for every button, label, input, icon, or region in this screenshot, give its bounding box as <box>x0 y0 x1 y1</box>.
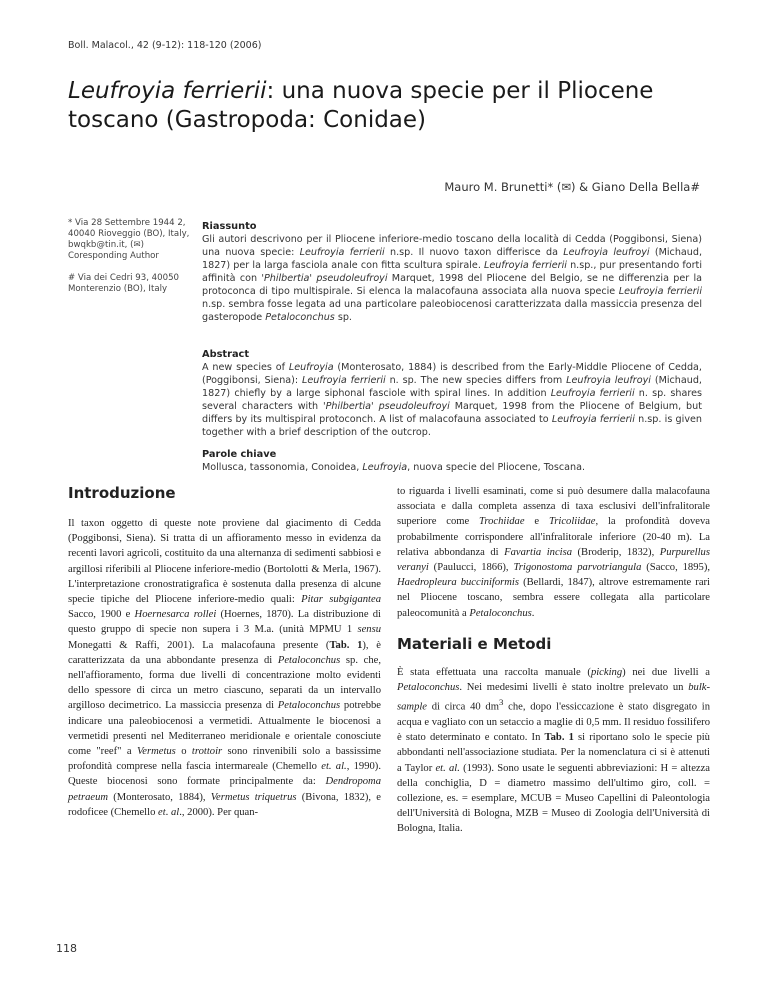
riassunto-heading: Riassunto <box>202 221 257 232</box>
abstract-section <box>202 348 702 439</box>
introduzione-text-right: to riguarda i livelli esaminati, come si può desumere dalla malacofauna associata e dalla completa assenza di taxa esclusivi dell'infralitorale superiore come Trochiidae e Tricoliidae, la profondità doveva probabilmente corrispondere all'infralitorale inferiore (20-40 m). La relativa abbondanza di Favartia incisa (Broderip, 1832), Purpurellus veranyi (Paulucci, 1866), Trigonostoma parvotriangula (Sacco, 1895), Haedropleura bucciniformis (Bellardi, 1847), altrove estremamente rari nel Pliocene toscano, sembra essere collegata alla particolare paleocomunità a Petaloconchus. <box>397 486 711 619</box>
affiliation-2: # Via dei Cedri 93, 40050 Monterenzio (BO), Italy <box>68 273 180 294</box>
riassunto-section <box>202 220 702 324</box>
abstract-heading: Abstract <box>202 349 250 360</box>
metodi-heading: Materiali e Metodi <box>397 634 552 653</box>
metodi-text: È stata effettuata una raccolta manuale (picking) nei due livelli a Petaloconchus. Nei medesimi livelli è stato inoltre prelevato un bulk-sample di circa 40 $dm^3$ che, dopo l'essiccazione è stato disgregato in acqua e vagliato con un setaccio a maglie di 0,5 mm. Il residuo fossilifero è stato determinato e contato. In Tab. 1 si riportano solo le specie più abbondanti nell'associazione studiata. Per la nomenclatura ci si è attenuti a Taylor et. al. (1993). Sono usate le seguenti abbreviazioni: H = altezza della conchiglia, D = diametro massimo dell'ultimo giro, coll. = collezione, es. = esemplare, MCUB = Museo Capellini di Paleontologia dell'Università di Bologna, MZB = Museo di Zoologia dell'Università di Bologna, Italia. <box>397 666 710 835</box>
keywords-section <box>202 448 702 474</box>
left-column <box>68 484 381 820</box>
page-number: 118 <box>56 942 77 955</box>
title-rest: : una nuova specie per il Pliocene toscano (Gastropoda: Conidae) <box>68 78 654 133</box>
author-line: Mauro M. Brunetti* (✉) & Giano Della Bella# <box>444 180 700 194</box>
keywords-heading: Parole chiave <box>202 449 277 460</box>
affiliation-1: * Via 28 Settembre 1944 2, 40040 Rioveggio (BO), Italy, bwqkb@tin.it, (✉) Coresponding Author <box>68 218 190 261</box>
introduzione-text-left: Il taxon oggetto di queste note proviene dal giacimento di Cedda (Poggibonsi, Siena). Si tratta di un affioramento messo in evidenza da recenti lavori agricoli, costituito da una alternanza di sedimenti sabbiosi e argillosi riferibili al Pliocene inferiore-medio (Bortolotti & Merla, 1967). L'interpretazione cronostratigrafica è sostenuta dalla presenza di alcune specie tipiche del Pliocene inferiore-medio quali: Pitar subgigantea Sacco, 1900 e Hoernesarca rollei (Hoernes, 1870). La distribuzione di questo gruppo di specie non supera i 3 M.a. (unità MPMU 1 sensu Monegatti & Raffi, 2001). La malacofauna presente (Tab. 1), è caratterizzata da una abbondante presenza di Petaloconchus sp. che, nell'affioramento, forma due livelli di concentrazione molto evidenti dello spessore di circa un metro ciascuno, separati da un intervallo argilloso decimetrico. La massiccia presenza di Petaloconchus potrebbe indicare una paleobiocenosi a vermetidi. Attualmente le biocenosi a vermetidi presenti nel Mediterraneo meridionale e orientale conosciute come "reef" a Vermetus o trottoir sono rinvenibili solo a bassissime profondità comprese nella fascia intermareale (Chemello et. al., 1990). Queste biocenosi sono formate principalmente da: Dendropoma petraeum (Monterosato, 1884), Vermetus triquetrus (Bivona, 1832), e rodoficee (Chemello et. al., 2000). Per quan- <box>68 518 381 818</box>
introduzione-heading: Introduzione <box>68 484 176 502</box>
right-column <box>397 484 710 837</box>
affiliations <box>68 218 190 306</box>
title-species: Leufroyia ferrierii <box>68 78 267 104</box>
article-title <box>68 77 708 135</box>
keywords-text: Mollusca, tassonomia, Conoidea, Leufroyia, nuova specie del Pliocene, Toscana. <box>202 462 586 473</box>
journal-citation: Boll. Malacol., 42 (9-12): 118-120 (2006) <box>68 40 262 51</box>
abstract-text: A new species of Leufroyia (Monterosato, 1884) is described from the Early-Middle Pliocene of Cedda, (Poggibonsi, Siena): Leufroyia ferrierii n. sp. The new species differs from Leufroyia leufroyi (Michaud, 1827) chiefly by a large siphonal fasciole with spiral lines. In addition Leufroyia ferrierii n. sp. shares several characters with 'Philbertia' pseudoleufroyi Marquet, 1998 from the Pliocene of Belgium, but differs by its multispiral protoconch. A list of malacofauna associated to Leufroyia ferrierii n.sp. is given together with a brief description of the outcrop. <box>202 362 702 438</box>
riassunto-text: Gli autori descrivono per il Pliocene inferiore-medio toscano della località di Cedda (Poggibonsi, Siena) una nuova specie: Leufroyia ferrierii n.sp. Il nuovo taxon differisce da Leufroyia leufroyi (Michaud, 1827) per la larga fasciola anale con fitta scultura spirale. Leufroyia ferrierii n.sp., pur presentando forti affinità con 'Philbertia' pseudoleufroyi Marquet, 1998 del Pliocene del Belgio, se ne differenzia per la protoconca di tipo multispirale. Si elenca la malacofauna associata alla nuova specie Leufroyia ferrierii n.sp. sembra fosse legata ad una particolare paleobiocenosi caratterizzata dalla massiccia presenza del gasteropode Petaloconchus sp. <box>202 234 703 323</box>
